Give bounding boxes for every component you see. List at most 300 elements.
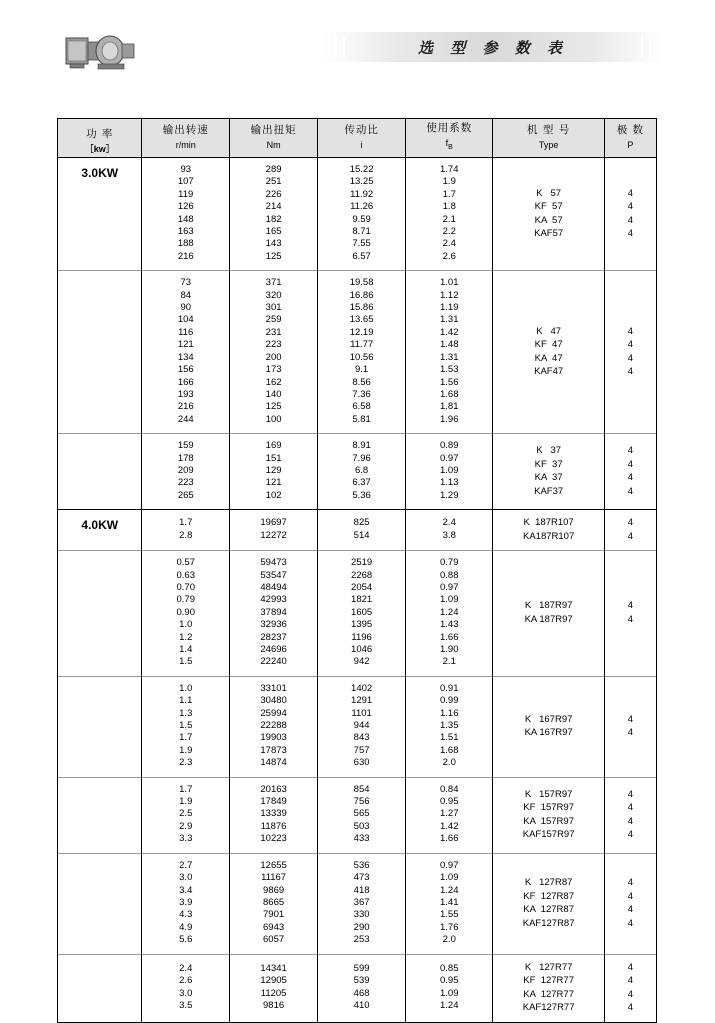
ratio-cell-value: 1101	[351, 707, 372, 719]
output-speed-cell-value: 2.4	[179, 962, 193, 974]
service-factor-cell-value: 1.12	[440, 289, 459, 301]
service-factor-cell-value: 1.56	[440, 376, 459, 388]
output-speed-cell-value: 209	[177, 464, 194, 476]
power-rating-cell	[58, 853, 142, 954]
ratio-cell-value: 15.86	[349, 302, 374, 314]
output-torque-cell-value: 28237	[260, 631, 287, 643]
model-type-cell	[493, 551, 604, 677]
column-header-unit: ［kw］	[84, 144, 115, 154]
output-torque-cell-value: 20163	[260, 783, 287, 795]
pole-count-cell-value: 4	[627, 788, 634, 800]
service-factor-cell-value: 0.95	[440, 796, 459, 808]
ratio-cell-value: 2519	[351, 557, 373, 569]
service-factor-cell-value: 0.79	[440, 557, 459, 569]
ratio-cell-value: 8.56	[352, 376, 371, 388]
ratio-cell	[318, 551, 406, 677]
model-type-cell	[493, 434, 604, 510]
output-torque-cell-value: 121	[265, 477, 282, 489]
model-type-cell-value: KF 57	[534, 201, 563, 213]
service-factor-cell-value: 1.9	[442, 176, 456, 188]
output-torque-cell-value: 11205	[260, 987, 287, 999]
ratio-cell-value: 13.25	[349, 176, 374, 188]
output-torque-cell-value: 125	[265, 401, 282, 413]
table-header-row	[58, 119, 656, 158]
service-factor-cell-value: 2.4	[442, 517, 456, 529]
output-speed-cell-value: 1.4	[179, 644, 193, 655]
output-torque-cell-value: 125	[265, 250, 282, 262]
model-type-cell-value: KA 157R97	[523, 815, 574, 827]
service-factor-cell	[406, 954, 493, 1022]
page	[0, 18, 715, 1014]
service-factor-cell-value: 1.09	[440, 464, 459, 476]
ratio-cell-value: 825	[353, 517, 370, 529]
column-header-title: 输出扭矩	[250, 124, 297, 136]
service-factor-cell-value: 1.76	[440, 921, 459, 933]
pole-count-cell-value: 4	[627, 201, 634, 213]
output-speed-cell-value: 193	[177, 388, 194, 400]
ratio-cell-value: 9.1	[354, 364, 369, 376]
pole-count-cell-value: 4	[627, 325, 634, 337]
output-torque-cell-value: 11167	[261, 872, 287, 884]
output-speed-cell	[142, 271, 230, 434]
pole-count-cell-value: 4	[627, 890, 634, 902]
power-rating-cell	[58, 271, 142, 434]
ratio-cell-value: 1402	[351, 682, 373, 694]
model-type-cell-value: KA 47	[534, 352, 563, 364]
model-type-cell-value: KA 57	[534, 214, 563, 226]
column-header-unit: Nm	[266, 140, 281, 150]
output-speed-cell-value: 1.3	[179, 707, 193, 719]
service-factor-cell-value: 1.41	[440, 896, 459, 908]
ratio-cell-value: 253	[353, 934, 370, 946]
service-factor-cell-value: 2.2	[442, 226, 456, 238]
ratio-cell-value: 7.96	[352, 452, 371, 464]
ratio-cell	[318, 510, 406, 551]
service-factor-cell-value: 1.16	[440, 707, 459, 719]
service-factor-cell-value: 1.66	[440, 833, 459, 845]
service-factor-cell-value: 1.31	[440, 351, 459, 363]
service-factor-cell-value: 0.97	[440, 581, 459, 593]
output-speed-cell-value: 265	[177, 489, 194, 501]
pole-count-cell-value: 4	[627, 917, 634, 929]
output-torque-cell-value: 9816	[263, 999, 285, 1011]
pole-count-cell-value: 4	[627, 445, 634, 457]
ratio-cell-value: 1291	[351, 695, 373, 707]
pole-count-cell-value: 4	[627, 904, 634, 916]
pole-count-cell-value: 4	[627, 214, 634, 226]
service-factor-cell-value: 0.95	[440, 975, 459, 987]
table-row	[58, 510, 656, 551]
power-rating-cell	[58, 676, 142, 777]
output-torque-cell-value: 14874	[260, 757, 287, 769]
table-row	[58, 676, 656, 777]
output-torque-cell	[230, 434, 318, 510]
service-factor-cell-value: 3.8	[442, 529, 456, 541]
ratio-cell-value: 1196	[351, 631, 372, 643]
service-factor-cell-value: 0.89	[440, 440, 459, 452]
service-factor-cell-value: 1.43	[440, 619, 459, 631]
model-type-cell-value: K 47	[536, 325, 562, 337]
ratio-cell-value: 418	[353, 884, 370, 896]
output-torque-cell-value: 162	[265, 376, 282, 388]
output-speed-cell-value: 2.6	[179, 975, 193, 987]
pole-count-cell-value: 4	[627, 366, 634, 378]
output-speed-cell	[142, 954, 230, 1022]
output-speed-cell-value: 3.3	[179, 833, 193, 845]
output-speed-cell-value: 2.8	[179, 529, 193, 541]
pole-count-cell	[604, 434, 656, 510]
ratio-cell-value: 12.19	[349, 326, 374, 338]
service-factor-cell-value: 1.35	[440, 720, 459, 732]
service-factor-cell-value: 1.66	[440, 631, 459, 643]
output-torque-cell-value: 143	[265, 238, 282, 250]
column-header-6	[493, 119, 604, 158]
output-speed-cell-value: 3.9	[179, 896, 193, 908]
output-speed-cell	[142, 510, 230, 551]
model-type-cell	[493, 271, 604, 434]
service-factor-cell-value: 1.27	[440, 808, 459, 820]
ratio-cell-value: 1395	[351, 619, 373, 631]
output-speed-cell-value: 223	[177, 477, 194, 489]
column-header-4	[318, 119, 406, 158]
output-torque-cell	[230, 777, 318, 853]
output-speed-cell-value: 156	[177, 364, 194, 376]
output-speed-cell-value: 0.57	[176, 557, 195, 569]
page-header	[36, 18, 679, 90]
column-header-title: 使用系数	[426, 122, 473, 135]
model-type-cell-value: KF 47	[534, 339, 563, 351]
ratio-cell-value: 942	[353, 656, 370, 668]
output-speed-cell-value: 5.6	[179, 934, 193, 946]
ratio-cell-value: 410	[353, 999, 370, 1011]
output-torque-cell-value: 12655	[260, 859, 287, 871]
output-speed-cell-value: 148	[177, 213, 194, 225]
output-speed-cell-value: 4.3	[179, 909, 193, 921]
output-speed-cell-value: 0.79	[176, 594, 195, 606]
model-type-cell-value: KA 167R97	[524, 727, 573, 739]
service-factor-cell-value: 2.1	[442, 213, 456, 225]
output-torque-cell	[230, 271, 318, 434]
model-type-cell-value: KAF127R87	[522, 917, 575, 929]
ratio-cell	[318, 777, 406, 853]
output-torque-cell-value: 231	[265, 326, 282, 338]
column-header-unit: Type	[538, 140, 559, 150]
output-speed-cell-value: 1.7	[179, 783, 193, 795]
output-torque-cell-value: 226	[265, 188, 282, 200]
output-torque-cell-value: 33101	[260, 682, 287, 694]
ratio-cell-value: 7.36	[352, 388, 371, 400]
output-torque-cell-value: 25994	[260, 707, 287, 719]
output-speed-cell-value: 1.9	[179, 744, 193, 756]
output-torque-cell-value: 200	[265, 351, 282, 363]
ratio-cell-value: 7.55	[352, 238, 371, 250]
output-speed-cell-value: 2.3	[179, 757, 193, 769]
output-speed-cell-value: 2.9	[179, 820, 193, 832]
output-torque-cell-value: 214	[265, 201, 282, 213]
column-header-title: 传动比	[344, 124, 379, 136]
page-title: 选 型 参 数 表	[418, 38, 568, 57]
output-speed-cell-value: 93	[180, 164, 192, 175]
pole-count-cell	[604, 271, 656, 434]
output-speed-cell	[142, 551, 230, 677]
output-torque-cell	[230, 954, 318, 1022]
output-speed-cell-value: 121	[177, 339, 194, 351]
output-speed-cell-value: 1.1	[179, 695, 193, 707]
ratio-cell	[318, 853, 406, 954]
pole-count-cell-value: 4	[627, 472, 634, 484]
output-torque-cell-value: 6943	[263, 921, 285, 933]
ratio-cell-value: 757	[353, 744, 370, 756]
output-torque-cell-value: 30480	[260, 695, 287, 707]
column-header-unit: r/min	[175, 140, 196, 150]
service-factor-cell-value: 1.24	[440, 606, 459, 618]
column-header-5	[406, 119, 493, 158]
table-row	[58, 954, 656, 1022]
output-torque-cell-value: 140	[265, 388, 282, 400]
pole-count-cell	[604, 777, 656, 853]
table-row	[58, 551, 656, 677]
output-torque-cell-value: 17849	[260, 796, 287, 808]
output-torque-cell-value: 320	[265, 289, 282, 301]
service-factor-cell-value: 1.24	[440, 999, 459, 1011]
ratio-cell-value: 6.57	[352, 250, 371, 262]
ratio-cell-value: 16.86	[349, 289, 374, 301]
ratio-cell-value: 10.56	[349, 351, 374, 363]
pole-count-cell-value: 4	[627, 802, 634, 814]
pole-count-cell-value: 4	[627, 485, 634, 497]
ratio-cell-value: 565	[353, 808, 370, 820]
ratio-cell	[318, 158, 406, 271]
column-header-title: 机 型 号	[527, 124, 571, 136]
output-torque-cell	[230, 510, 318, 551]
output-torque-cell-value: 165	[265, 226, 282, 238]
output-torque-cell	[230, 551, 318, 677]
model-type-cell-value: KF 157R97	[523, 802, 574, 814]
service-factor-cell-value: 1.68	[440, 744, 459, 756]
ratio-cell-value: 503	[353, 820, 370, 832]
ratio-cell-value: 2268	[351, 569, 373, 581]
service-factor-cell-value: 1.7	[442, 188, 456, 200]
output-torque-cell-value: 12272	[260, 529, 287, 541]
pole-count-cell-value: 4	[627, 1002, 634, 1014]
output-speed-cell-value: 216	[177, 401, 194, 413]
service-factor-cell-value: 1.8	[442, 201, 456, 213]
power-rating-cell: 4.0KW	[58, 510, 142, 551]
model-type-cell-value: K 187R97	[524, 600, 573, 612]
pole-count-cell-value: 4	[627, 517, 634, 529]
service-factor-cell-value: 1.51	[440, 732, 459, 744]
ratio-cell-value: 1821	[351, 594, 373, 606]
service-factor-cell	[406, 676, 493, 777]
output-speed-cell-value: 0.63	[176, 569, 195, 581]
model-type-cell-value: KA 187R97	[524, 613, 573, 625]
service-factor-cell-value: 1.09	[440, 872, 459, 884]
output-torque-cell-value: 173	[265, 364, 282, 376]
service-factor-cell-value: 1.09	[440, 987, 459, 999]
model-type-cell-value: K 127R87	[524, 877, 573, 889]
output-speed-cell-value: 4.9	[179, 921, 193, 933]
power-rating-cell	[58, 777, 142, 853]
output-torque-cell-value: 151	[265, 452, 282, 464]
column-header-title: 输出转速	[162, 124, 209, 136]
output-torque-cell-value: 42993	[260, 594, 287, 606]
service-factor-cell-value: 2.1	[442, 656, 456, 668]
output-torque-cell-value: 19903	[260, 732, 287, 744]
column-header-1	[58, 119, 142, 158]
ratio-cell-value: 2054	[351, 581, 373, 593]
ratio-cell-value: 433	[353, 833, 370, 845]
ratio-cell-value: 6.8	[354, 464, 369, 476]
pole-count-cell-value: 4	[627, 815, 634, 827]
column-header-unit: i	[360, 140, 363, 150]
pole-count-cell	[604, 510, 656, 551]
output-torque-cell-value: 259	[265, 314, 282, 326]
service-factor-cell-value: 0.84	[440, 783, 459, 795]
ratio-cell	[318, 954, 406, 1022]
output-torque-cell-value: 182	[265, 213, 282, 225]
output-torque-cell-value: 251	[265, 176, 282, 188]
output-torque-cell	[230, 853, 318, 954]
output-speed-cell-value: 166	[177, 376, 194, 388]
column-header-2	[142, 119, 230, 158]
model-type-cell-value: KAF157R97	[522, 829, 575, 841]
model-type-cell-value: K 187R107	[523, 517, 574, 529]
output-torque-cell-value: 100	[265, 413, 282, 425]
table-row	[58, 158, 656, 271]
service-factor-cell-value: 2.0	[442, 934, 456, 946]
power-rating-cell	[58, 434, 142, 510]
ratio-cell-value: 843	[353, 732, 370, 744]
pole-count-cell	[604, 158, 656, 271]
service-factor-cell-value: 1.48	[440, 339, 459, 351]
ratio-cell-value: 19.58	[349, 277, 374, 289]
ratio-cell-value: 11.92	[350, 188, 374, 200]
model-type-cell-value: K 37	[536, 445, 562, 457]
output-torque-cell-value: 129	[265, 464, 282, 476]
output-torque-cell-value: 11876	[260, 820, 287, 832]
ratio-cell-value: 1046	[351, 644, 373, 655]
service-factor-cell-value: 1.31	[440, 314, 459, 326]
ratio-cell-value: 15.22	[349, 164, 374, 175]
output-speed-cell	[142, 158, 230, 271]
service-factor-cell-value: 1.42	[440, 820, 459, 832]
pole-count-cell-value: 4	[627, 458, 634, 470]
output-speed-cell-value: 188	[177, 238, 194, 250]
service-factor-cell-value: 1.96	[440, 413, 459, 425]
output-speed-cell	[142, 853, 230, 954]
ratio-cell-value: 8.91	[352, 440, 371, 452]
ratio-cell	[318, 434, 406, 510]
service-factor-cell	[406, 434, 493, 510]
table-row	[58, 853, 656, 954]
output-torque-cell-value: 19697	[260, 517, 287, 529]
output-torque-cell-value: 169	[265, 440, 282, 452]
model-type-cell-value: KAF57	[534, 228, 564, 240]
output-speed-cell-value: 104	[177, 314, 194, 326]
model-type-cell-value: KA 37	[534, 472, 563, 484]
output-torque-cell-value: 53547	[260, 569, 287, 581]
service-factor-cell-value: 1.53	[440, 364, 459, 376]
pole-count-cell-value: 4	[627, 187, 634, 199]
output-speed-cell-value: 1.5	[179, 720, 193, 732]
output-torque-cell-value: 6057	[263, 934, 285, 946]
pole-count-cell-value: 4	[627, 727, 634, 739]
pole-count-cell-value: 4	[627, 613, 634, 625]
service-factor-cell-value: 1.19	[440, 302, 459, 314]
output-speed-cell-value: 107	[177, 176, 194, 188]
power-rating-cell	[58, 954, 142, 1022]
column-header-unit: $f_B$	[445, 138, 453, 151]
model-type-cell	[493, 158, 604, 271]
output-torque-cell	[230, 158, 318, 271]
ratio-cell-value: 8.71	[352, 226, 371, 238]
table-row	[58, 434, 656, 510]
output-speed-cell	[142, 676, 230, 777]
service-factor-cell-value: 1.13	[440, 477, 459, 489]
model-type-cell-value: KAF37	[534, 485, 564, 497]
model-type-cell	[493, 510, 604, 551]
model-type-cell-value: KA187R107	[523, 530, 575, 542]
pole-count-cell-value: 4	[627, 600, 634, 612]
ratio-cell-value: 5.36	[352, 489, 371, 501]
output-speed-cell-value: 1.2	[179, 631, 193, 643]
power-rating-cell	[58, 551, 142, 677]
spec-table-body	[58, 119, 656, 1022]
model-type-cell-value: K 167R97	[524, 713, 573, 725]
output-torque-cell-value: 289	[265, 164, 282, 175]
title-banner	[323, 32, 663, 62]
ratio-cell-value: 330	[353, 909, 370, 921]
table-row	[58, 271, 656, 434]
model-type-cell-value: K 157R97	[524, 788, 573, 800]
output-speed-cell-value: 134	[177, 351, 194, 363]
service-factor-cell-value: 1.42	[440, 326, 459, 338]
output-speed-cell-value: 1.5	[179, 656, 193, 668]
output-speed-cell-value: 3.0	[179, 987, 193, 999]
pole-count-cell-value: 4	[627, 530, 634, 542]
service-factor-cell-value: 1.74	[440, 164, 459, 175]
output-speed-cell-value: 1.7	[179, 732, 193, 744]
output-torque-cell-value: 13339	[260, 808, 287, 820]
pole-count-cell-value: 4	[627, 961, 634, 973]
output-torque-cell-value: 8665	[263, 896, 285, 908]
ratio-cell-value: 756	[353, 796, 370, 808]
output-speed-cell-value: 119	[178, 188, 194, 200]
model-type-cell	[493, 676, 604, 777]
output-torque-cell-value: 59473	[260, 557, 287, 569]
table-row	[58, 777, 656, 853]
pole-count-cell-value: 4	[627, 713, 634, 725]
ratio-cell-value: 1605	[351, 606, 373, 618]
pole-count-cell	[604, 551, 656, 677]
output-speed-cell-value: 1.0	[179, 682, 193, 694]
output-speed-cell-value: 178	[177, 452, 194, 464]
output-torque-cell	[230, 676, 318, 777]
model-type-cell-value: KAF127R77	[522, 1002, 575, 1014]
output-speed-cell-value: 159	[177, 440, 194, 452]
service-factor-cell	[406, 777, 493, 853]
output-torque-cell-value: 14341	[260, 962, 287, 974]
spec-table-container	[57, 118, 657, 1023]
ratio-cell-value: 13.65	[349, 314, 374, 326]
model-type-cell-value: K 57	[536, 187, 562, 199]
output-speed-cell-value: 116	[178, 326, 194, 338]
output-speed-cell-value: 216	[177, 250, 194, 262]
service-factor-cell-value: 1.29	[440, 489, 459, 501]
gear-motor-icon	[64, 26, 138, 76]
output-torque-cell-value: 371	[265, 277, 282, 289]
column-header-7	[604, 119, 656, 158]
